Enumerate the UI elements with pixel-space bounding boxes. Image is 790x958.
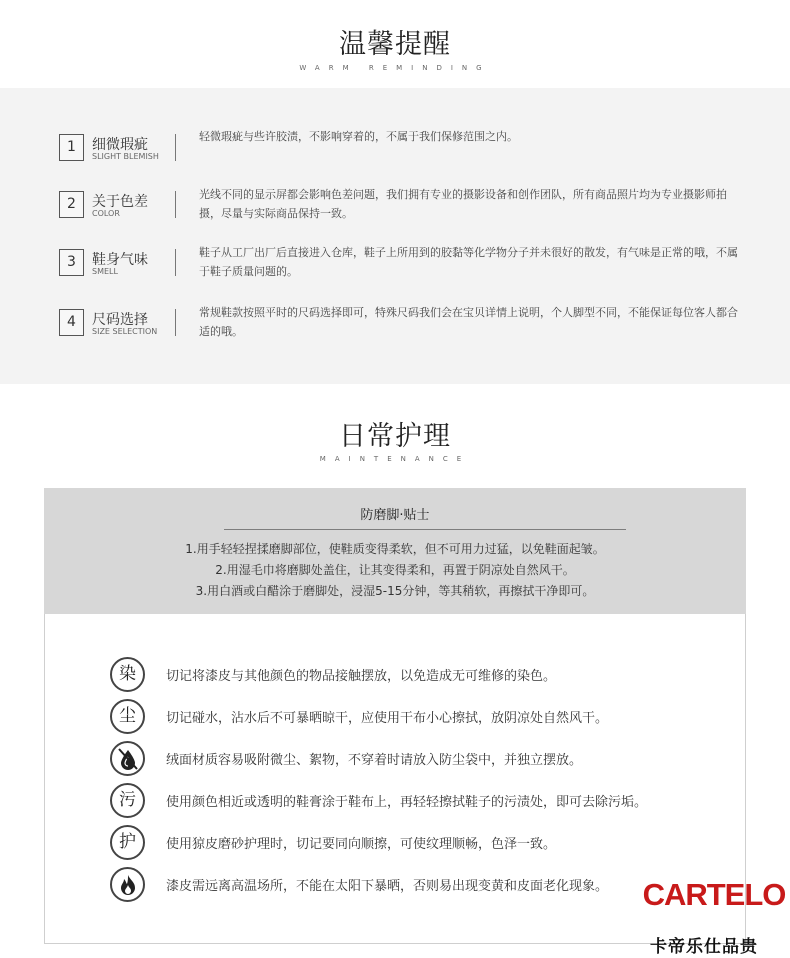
tip-line: 3.用白酒或白醋涂于磨脚处，浸湿5-15分钟，等其稍软，再擦拭干净即可。: [195, 584, 595, 598]
item-number: 4: [59, 309, 84, 336]
item-label-en: SLIGHT BLEMISH: [92, 152, 159, 161]
divider: [175, 191, 176, 218]
divider: [175, 134, 176, 161]
warm-reminding-title: 温馨提醒: [339, 29, 451, 60]
divider: [175, 249, 176, 276]
dye-icon: 染: [110, 657, 145, 692]
tips-title: 防磨脚·贴士: [360, 508, 430, 523]
care-item: [0, 783, 790, 823]
item-label-en: COLOR: [92, 209, 120, 218]
brand-logo: [640, 878, 788, 912]
item-description: 光线不同的显示屏都会影响色差问题，我们拥有专业的摄影设备和创作团队，所有商品照片均为专业摄影师拍摄，尽量与实际商品保持一致。: [199, 188, 727, 220]
care-text: 切记将漆皮与其他颜色的物品接触摆放，以免造成无可维修的染色。: [166, 669, 557, 684]
warm-reminding-panel: [0, 88, 790, 384]
tip-line: 2.用湿毛巾将磨脚处盖住，让其变得柔和，再置于阴凉处自然风干。: [215, 563, 575, 577]
care-item: [0, 657, 790, 697]
warm-reminding-subtitle: WARM REMINDING: [299, 64, 491, 72]
care-text: 绒面材质容易吸附微尘、絮物，不穿着时请放入防尘袋中，并独立摆放。: [166, 753, 583, 768]
tips-divider: [224, 529, 626, 530]
item-label-en: SMELL: [92, 267, 118, 276]
item-label: 细微瑕疵: [92, 137, 148, 153]
care-item: [0, 741, 790, 781]
item-number: 3: [59, 249, 84, 276]
item-number: 2: [59, 191, 84, 218]
item-number: 1: [59, 134, 84, 161]
no-water-icon: [110, 741, 145, 776]
care-text: 漆皮需远离高温场所，不能在太阳下暴晒，否则易出现变黄和皮面老化现象。: [166, 879, 609, 894]
warm-item-size: [0, 306, 790, 369]
tip-line: 1.用手轻轻捏揉磨脚部位，使鞋质变得柔软，但不可用力过猛，以免鞋面起皱。: [185, 542, 605, 556]
care-text: 使用猄皮磨砂护理时，切记要同向顺擦，可使纹理顺畅，色泽一致。: [166, 837, 557, 852]
divider: [175, 309, 176, 336]
care-item: [0, 825, 790, 865]
brand-name: 卡帝乐仕品贵: [650, 937, 758, 957]
dust-icon: 尘: [110, 699, 145, 734]
maintenance-title: 日常护理: [339, 421, 451, 452]
item-description: 鞋子从工厂出厂后直接进入仓库，鞋子上所用到的胶黏等化学物分子并未很好的散发，有气味是正常的哦，不属于鞋子质量问题的。: [199, 246, 738, 278]
brand-logo-text: CARTELO: [642, 877, 786, 912]
anti-chafing-tips-panel: [44, 488, 746, 614]
care-text: 切记碰水，沾水后不可暴晒晾干，应使用干布小心擦拭，放阴凉处自然风干。: [166, 711, 609, 726]
warm-item-color: [0, 188, 790, 251]
item-description: 常规鞋款按照平时的尺码选择即可，特殊尺码我们会在宝贝详情上说明，个人脚型不同，不能保证每位客人都合适的哦。: [199, 306, 738, 338]
warm-item-smell: [0, 246, 790, 309]
fire-icon: [110, 867, 145, 902]
item-label: 关于色差: [92, 194, 148, 210]
item-label: 尺码选择: [92, 312, 148, 328]
stain-icon: 污: [110, 783, 145, 818]
item-label-en: SIZE SELECTION: [92, 327, 158, 336]
item-label: 鞋身气味: [92, 252, 148, 268]
care-text: 使用颜色相近或透明的鞋膏涂于鞋布上，再轻轻擦拭鞋子的污渍处，即可去除污垢。: [166, 795, 648, 810]
item-description: 轻微瑕疵与些许胶渍，不影响穿着的，不属于我们保修范围之内。: [199, 130, 518, 143]
protect-icon: 护: [110, 825, 145, 860]
maintenance-subtitle: MAINTENANCE: [319, 455, 471, 463]
care-item: [0, 699, 790, 739]
